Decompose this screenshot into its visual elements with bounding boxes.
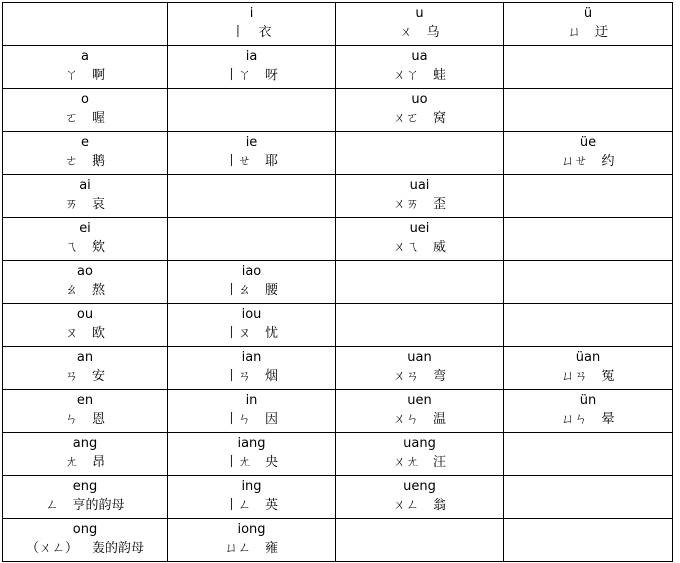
table-cell	[336, 347, 504, 390]
zhuyin-symbol: ㄨㄤ	[392, 455, 419, 470]
example-character: 腰	[265, 283, 279, 298]
zhuyin-line	[336, 496, 503, 516]
example-character: 因	[265, 412, 279, 427]
table-cell	[3, 347, 168, 390]
example-character: 弯	[433, 369, 447, 384]
pinyin-final: en	[76, 393, 94, 408]
example-character: 汪	[433, 455, 447, 470]
zhuyin-symbol: 丨ㄥ	[224, 498, 251, 513]
zhuyin-symbol: 丨	[231, 25, 245, 40]
pinyin-final: ong	[72, 522, 98, 537]
zhuyin-symbol: 丨ㄝ	[224, 154, 251, 169]
table-cell	[3, 46, 168, 89]
zhuyin-line	[336, 238, 503, 258]
zhuyin-symbol: ㄠ	[64, 283, 78, 298]
pinyin-finals-table	[2, 2, 673, 562]
example-character: 喔	[92, 111, 106, 126]
table-cell	[336, 261, 504, 304]
zhuyin-symbol: ㄨㄟ	[392, 240, 419, 255]
zhuyin-symbol: ㄟ	[64, 240, 78, 255]
table-cell	[504, 347, 673, 390]
example-character: 安	[92, 369, 106, 384]
zhuyin-line	[168, 23, 335, 43]
pinyin-final: ei	[79, 221, 91, 236]
table-cell	[336, 390, 504, 433]
pinyin-final: eng	[72, 479, 98, 494]
table-cell	[3, 390, 168, 433]
pinyin-final: u	[415, 6, 424, 21]
table-cell	[504, 304, 673, 347]
zhuyin-line	[504, 367, 672, 387]
example-character: 欧	[92, 326, 106, 341]
table-cell	[504, 132, 673, 175]
example-character: 啊	[92, 68, 106, 83]
pinyin-final: ian	[241, 350, 262, 365]
zhuyin-symbol: 丨ㄠ	[224, 283, 251, 298]
example-character: 晕	[601, 412, 615, 427]
table-cell	[504, 519, 673, 562]
table-row	[3, 261, 673, 304]
pinyin-final: iao	[241, 264, 262, 279]
zhuyin-symbol: 丨ㄡ	[224, 326, 251, 341]
table-cell	[168, 476, 336, 519]
pinyin-final: üe	[579, 135, 597, 150]
zhuyin-symbol: ㄩㄢ	[561, 369, 588, 384]
pinyin-final: uen	[407, 393, 432, 408]
zhuyin-line	[168, 453, 335, 473]
example-character: 昂	[92, 455, 106, 470]
zhuyin-symbol: ㄨㄛ	[392, 111, 419, 126]
table-cell	[336, 218, 504, 261]
zhuyin-line	[3, 496, 167, 516]
pinyin-final: e	[81, 135, 89, 150]
example-character: 呀	[265, 68, 279, 83]
zhuyin-line	[168, 66, 335, 86]
pinyin-final: iong	[237, 522, 266, 537]
pinyin-final: ie	[245, 135, 258, 150]
table-cell	[168, 347, 336, 390]
pinyin-final: ou	[76, 307, 94, 322]
example-character: 温	[433, 412, 447, 427]
zhuyin-symbol: ㄢ	[64, 369, 78, 384]
table-cell	[3, 519, 168, 562]
example-character: 迂	[595, 25, 609, 40]
table-cell	[168, 390, 336, 433]
pinyin-final: o	[81, 92, 89, 107]
zhuyin-symbol: 丨ㄣ	[224, 412, 251, 427]
pinyin-final: üan	[575, 350, 601, 365]
example-character: 恩	[92, 412, 106, 427]
example-character: 英	[265, 498, 279, 513]
zhuyin-line	[3, 453, 167, 473]
zhuyin-line	[3, 410, 167, 430]
pinyin-final: ai	[79, 178, 91, 193]
zhuyin-line	[168, 281, 335, 301]
table-cell	[3, 218, 168, 261]
zhuyin-line	[504, 410, 672, 430]
zhuyin-symbol: 丨ㄤ	[224, 455, 251, 470]
table-cell	[336, 46, 504, 89]
zhuyin-symbol: 丨ㄚ	[224, 68, 251, 83]
example-character: 亨的韵母	[72, 498, 125, 513]
zhuyin-symbol: ㄨㄣ	[392, 412, 419, 427]
zhuyin-line	[336, 195, 503, 215]
example-character: 衣	[258, 25, 272, 40]
pinyin-final: uan	[407, 350, 432, 365]
pinyin-final: uo	[411, 92, 428, 107]
pinyin-final: ia	[245, 49, 258, 64]
zhuyin-line	[336, 109, 503, 129]
example-character: 欸	[92, 240, 106, 255]
table-cell	[3, 175, 168, 218]
table-cell	[168, 132, 336, 175]
table-cell	[3, 3, 168, 46]
zhuyin-symbol: ㄨㄞ	[392, 197, 419, 212]
pinyin-final: ü	[583, 6, 593, 21]
zhuyin-symbol: ㄩ	[567, 25, 581, 40]
example-character: 歪	[433, 197, 447, 212]
zhuyin-line	[3, 324, 167, 344]
example-character: 轰的韵母	[92, 541, 145, 556]
zhuyin-line	[336, 367, 503, 387]
table-cell	[336, 433, 504, 476]
zhuyin-symbol: ㄛ	[64, 111, 78, 126]
table-cell	[504, 433, 673, 476]
pinyin-final: uai	[409, 178, 430, 193]
zhuyin-symbol: ㄩㄣ	[561, 412, 588, 427]
zhuyin-line	[504, 152, 672, 172]
example-character: 烟	[265, 369, 279, 384]
pinyin-final: a	[81, 49, 89, 64]
example-character: 蛙	[433, 68, 447, 83]
zhuyin-line	[336, 453, 503, 473]
pinyin-final: i	[249, 6, 254, 21]
example-character: 鹅	[92, 154, 106, 169]
table-cell	[168, 433, 336, 476]
example-character: 耶	[265, 154, 279, 169]
zhuyin-line	[336, 410, 503, 430]
table-cell	[336, 89, 504, 132]
table-row	[3, 476, 673, 519]
zhuyin-symbol: ㄜ	[64, 154, 78, 169]
zhuyin-line	[168, 496, 335, 516]
table-cell	[504, 89, 673, 132]
table-cell	[168, 3, 336, 46]
zhuyin-line	[3, 238, 167, 258]
zhuyin-symbol: ㄩㄝ	[561, 154, 588, 169]
zhuyin-symbol: ㄨㄢ	[392, 369, 419, 384]
example-character: 威	[433, 240, 447, 255]
example-character: 熬	[92, 283, 106, 298]
table-cell	[336, 175, 504, 218]
example-character: 约	[601, 154, 615, 169]
zhuyin-symbol: ㄥ	[45, 498, 59, 513]
zhuyin-line	[336, 23, 503, 43]
pinyin-final: ing	[241, 479, 262, 494]
table-cell	[3, 433, 168, 476]
zhuyin-symbol: ㄣ	[64, 412, 78, 427]
table-cell	[168, 519, 336, 562]
zhuyin-line	[504, 23, 672, 43]
zhuyin-line	[3, 152, 167, 172]
pinyin-final: ang	[72, 436, 98, 451]
table-cell	[3, 261, 168, 304]
zhuyin-line	[3, 109, 167, 129]
zhuyin-line	[168, 324, 335, 344]
table-row	[3, 304, 673, 347]
zhuyin-line	[168, 367, 335, 387]
table-cell	[168, 218, 336, 261]
table-cell	[168, 175, 336, 218]
table-cell	[168, 46, 336, 89]
table-cell	[336, 476, 504, 519]
example-character: 哀	[92, 197, 106, 212]
table-cell	[504, 390, 673, 433]
pinyin-final: ün	[579, 393, 597, 408]
table-cell	[504, 476, 673, 519]
table-row	[3, 46, 673, 89]
table-cell	[3, 476, 168, 519]
table-cell	[168, 89, 336, 132]
zhuyin-line	[3, 539, 167, 559]
example-character: 雍	[265, 541, 279, 556]
table-cell	[504, 218, 673, 261]
pinyin-final: iou	[241, 307, 262, 322]
example-character: 翁	[433, 498, 447, 513]
table-cell	[3, 132, 168, 175]
zhuyin-line	[3, 195, 167, 215]
zhuyin-symbol: 丨ㄢ	[224, 369, 251, 384]
zhuyin-symbol: ㄨㄚ	[392, 68, 419, 83]
zhuyin-symbol: ㄡ	[64, 326, 78, 341]
pinyin-final: uei	[409, 221, 430, 236]
table-cell	[336, 3, 504, 46]
zhuyin-line	[3, 367, 167, 387]
pinyin-final: in	[245, 393, 258, 408]
table-cell	[168, 261, 336, 304]
pinyin-final: ua	[411, 49, 428, 64]
pinyin-final: iang	[237, 436, 266, 451]
pinyin-final: uang	[403, 436, 436, 451]
pinyin-final: ueng	[403, 479, 436, 494]
zhuyin-line	[168, 410, 335, 430]
pinyin-final: ao	[77, 264, 93, 279]
zhuyin-symbol: ㄚ	[64, 68, 78, 83]
table-row	[3, 519, 673, 562]
table-cell	[336, 132, 504, 175]
table-row	[3, 175, 673, 218]
zhuyin-line	[3, 281, 167, 301]
table-row	[3, 89, 673, 132]
zhuyin-symbol: ㄨ	[399, 25, 413, 40]
zhuyin-line	[336, 66, 503, 86]
table-row	[3, 347, 673, 390]
table-row	[3, 218, 673, 261]
table-cell	[504, 175, 673, 218]
example-character: 乌	[426, 25, 440, 40]
zhuyin-line	[3, 66, 167, 86]
table-row	[3, 132, 673, 175]
table-cell	[504, 46, 673, 89]
table-cell	[336, 519, 504, 562]
table-row	[3, 3, 673, 46]
table-row	[3, 390, 673, 433]
example-character: 冤	[601, 369, 615, 384]
pinyin-final: an	[76, 350, 94, 365]
zhuyin-symbol: ㄩㄥ	[224, 541, 251, 556]
table-cell	[504, 3, 673, 46]
zhuyin-symbol: ㄨㄥ	[392, 498, 419, 513]
zhuyin-symbol: ㄤ	[64, 455, 78, 470]
zhuyin-line	[168, 539, 335, 559]
example-character: 忧	[265, 326, 279, 341]
example-character: 窝	[433, 111, 447, 126]
table-cell	[3, 304, 168, 347]
table-cell	[336, 304, 504, 347]
table-cell	[168, 304, 336, 347]
table-cell	[504, 261, 673, 304]
example-character: 央	[265, 455, 279, 470]
table-cell	[3, 89, 168, 132]
zhuyin-line	[168, 152, 335, 172]
zhuyin-symbol: （ㄨㄥ）	[25, 541, 78, 556]
table-row	[3, 433, 673, 476]
finals-table-body	[3, 3, 673, 562]
zhuyin-symbol: ㄞ	[64, 197, 78, 212]
